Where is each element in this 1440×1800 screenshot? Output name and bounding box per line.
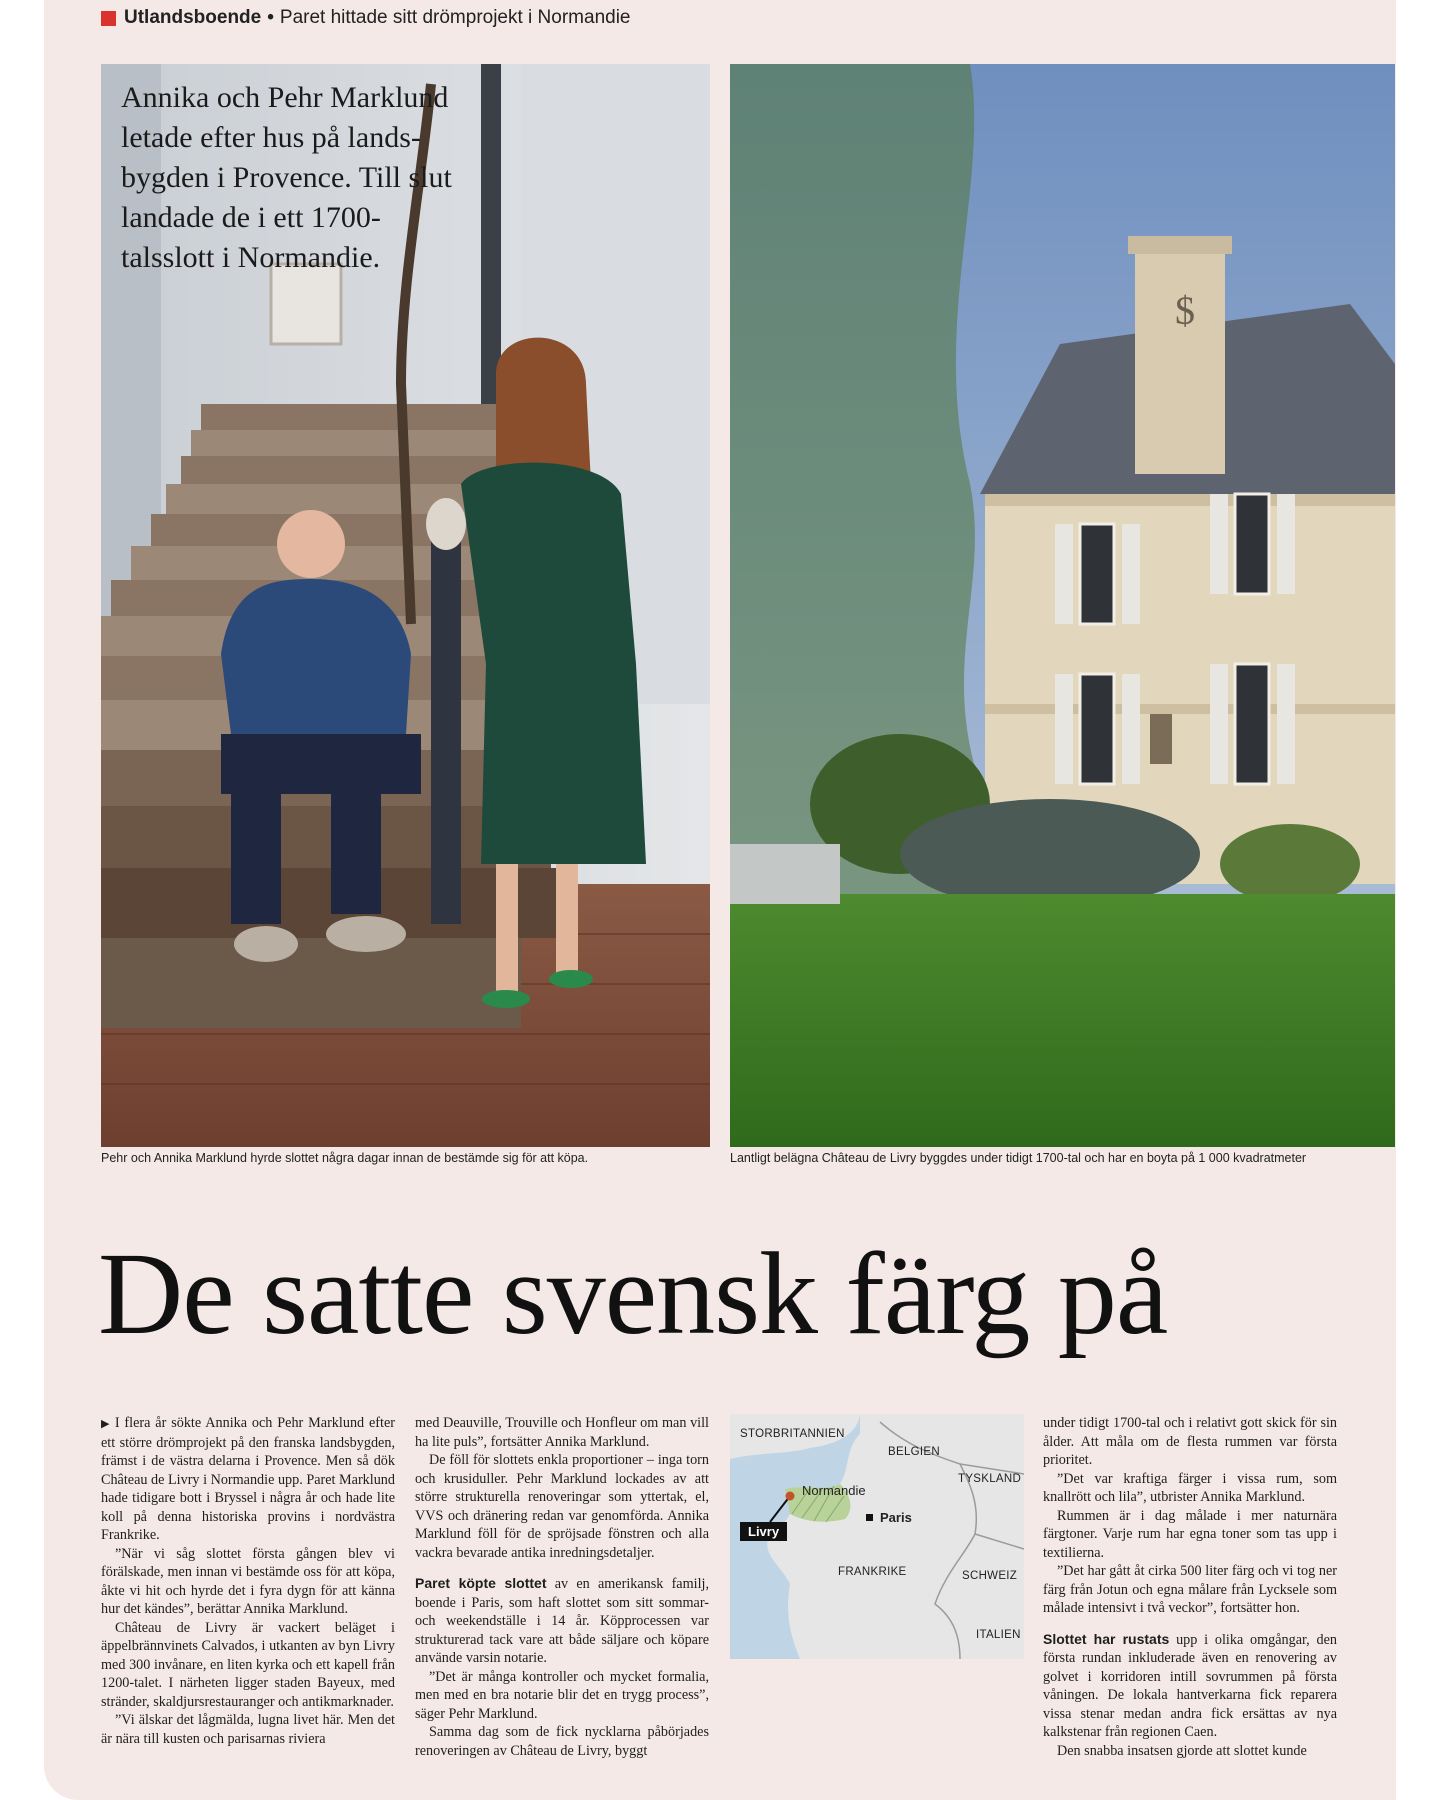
paragraph-text: I flera år sökte Annika och Pehr Marklund efter ett större drömprojekt på den franska landsbygden, främst i de västra delarna i Provence. Men så dök Château de Livry i Normandie upp. Paret Marklund hade tidigare bott i Bryssel i några år och hade lite koll på denna historiska provins i nordvästra Frankrike. (101, 1415, 395, 1543)
chateau-illustration (730, 64, 1395, 1147)
map-label-paris: Paris (880, 1510, 912, 1525)
lead-line: landade de i ett 1700- (121, 201, 381, 234)
photo-couple-staircase (101, 64, 710, 1147)
paragraph: ”Vi älskar det lågmälda, lugna livet här. Men det är nära till kusten och parisarnas riviera (101, 1712, 395, 1747)
paragraph: Samma dag som de fick nycklarna påbörjades renoveringen av Château de Livry, byggt (415, 1724, 709, 1759)
paris-marker-icon (866, 1514, 873, 1521)
article-column-2 (415, 1414, 709, 1760)
paragraph (101, 1414, 395, 1545)
photo-caption-right: Lantligt belägna Château de Livry byggdes under tidigt 1700-tal och har en boyta på 1 000 kvadratmeter (730, 1151, 1307, 1165)
lead-line: letade efter hus på lands- (121, 121, 421, 154)
photo-chateau (730, 64, 1395, 1147)
map-label-frankrike: FRANKRIKE (838, 1566, 907, 1578)
lead-text (121, 78, 481, 278)
run-in-heading: Slottet har rustats (1043, 1630, 1170, 1647)
article-headline: De satte svensk färg på (98, 1228, 1168, 1359)
map-label-livry: Livry (740, 1522, 787, 1541)
lead-line: Annika och Pehr Marklund (121, 81, 449, 114)
map-label-normandie: Normandie (802, 1483, 866, 1498)
paragraph-text: upp i olika omgångar, den första rundan inkluderade även en renovering av golvet i korridoren intill sovrummen på första våningen. De lokala hantverkarna fick reparera vissa stenar medan andra fick ersättas av nya kalkstenar från regionen Caen. (1043, 1631, 1337, 1740)
run-in-heading: Paret köpte slottet (415, 1575, 547, 1591)
section-subtitle: Paret hittade sitt drömprojekt i Normandie (279, 7, 631, 28)
paragraph-gap (1043, 1618, 1337, 1630)
kicker-separator: • (267, 7, 274, 28)
article-column-1 (101, 1414, 395, 1748)
paragraph: ”Det är många kontroller och mycket formalia, men med en bra notarie blir det en trygg process”, säger Pehr Marklund. (415, 1668, 709, 1722)
paragraph-gap (415, 1562, 709, 1574)
paragraph (415, 1574, 709, 1668)
section-kicker (101, 5, 631, 31)
paragraph-text: av en amerikansk familj, boende i Paris, som haft slottet som sitt sommar- och weekendställe i 14 år. Köpprocessen var strukturerad tack vare att både säljare och köpare använde varsin notarie. (415, 1576, 710, 1666)
paragraph: Den snabba insatsen gjorde att slottet kunde (1057, 1742, 1307, 1759)
section-marker-icon (101, 11, 116, 26)
paragraph: under tidigt 1700-tal och i relativt gott skick för sin ålder. Att måla om de flesta rummen var första prioritet. (1043, 1415, 1337, 1468)
map-label-tyskland: TYSKLAND (958, 1473, 1022, 1485)
lead-line: talsslott i Normandie. (121, 241, 381, 274)
map-label-storbritannien: STORBRITANNIEN (740, 1428, 845, 1440)
paragraph: Château de Livry är vackert beläget i äppelbrännvinets Calvados, i utkanten av byn Livry med 300 invånare, en liten kyrka och ett kapell från 1200-talet. I närheten ligger staden Bayeux, med stränder, skaldjursrestauranger och antikmarknader. (101, 1619, 395, 1710)
map-label-schweiz: SCHWEIZ (962, 1570, 1018, 1582)
svg-text:$: $ (1175, 288, 1195, 333)
lead-line: bygden i Provence. Till slut (121, 161, 452, 194)
paragraph: ”Det var kraftiga färger i vissa rum, som knallrött och lila”, utbrister Annika Marklund. (1043, 1470, 1337, 1505)
paragraph: med Deauville, Trouville och Honfleur om man vill ha lite puls”, fortsätter Annika Marklund. (415, 1415, 709, 1450)
locator-map (730, 1414, 1024, 1659)
paragraph: De föll för slottets enkla proportioner – inga torn och krusiduller. Pehr Marklund lockades av att större strukturella renoveringar som yttertak, el, VVS och dränering redan var genomförda. Annika Marklund föll för de spröjsade fönstren och alla vackra bevarade antika inredningsdetaljer. (415, 1452, 709, 1561)
paragraph: Rummen är i dag målade i mer naturnära färgtoner. Varje rum har egna toner som tas upp i textilierna. (1043, 1507, 1337, 1561)
paragraph: ”Det har gått åt cirka 500 liter färg och vi tog ner färg från Jotun och egna målare från Lycksele som målade intensivt i två veckor”, fortsätter hon. (1043, 1563, 1337, 1616)
article-column-4 (1043, 1414, 1337, 1760)
play-triangle-icon: ▶ (101, 1418, 111, 1430)
map-label-italien: ITALIEN (976, 1629, 1021, 1641)
paragraph (1043, 1630, 1337, 1742)
map-label-belgien: BELGIEN (888, 1446, 940, 1458)
photo-caption-left: Pehr och Annika Marklund hyrde slottet några dagar innan de bestämde sig för att köpa. (101, 1151, 589, 1165)
section-name: Utlandsboende (124, 7, 262, 28)
paragraph: ”När vi såg slottet första gången blev vi förälskade, men innan vi bestämde oss för att köpa, åkte vi hit och hyrde det i fyra dygn för att känna hur det kändes”, berättar Annika Marklund. (101, 1545, 395, 1617)
